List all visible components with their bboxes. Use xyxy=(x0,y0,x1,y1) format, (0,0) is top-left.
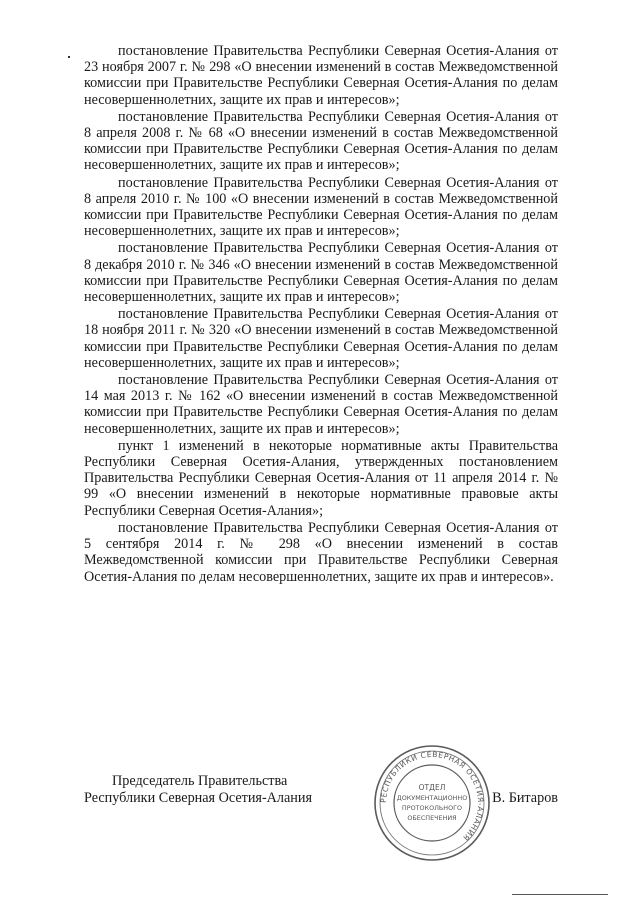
list-item-resolution-3: постановление Правительства Республики Северная Осетия-Алания от 8 апреля 2010 г. № 100 «О внесении изменений в состав Межведомственной комиссии при Правительстве Республики Северная Осетия-Алания по делам несовершеннолетних, защите их прав и интересов»; xyxy=(84,174,558,240)
list-item-resolution-4: постановление Правительства Республики Северная Осетия-Алания от 8 декабря 2010 г. № 346 «О внесении изменений в состав Межведомственной комиссии при Правительстве Республики Северная Осетия-Алания по делам несовершеннолетних, защите их прав и интересов»; xyxy=(84,240,558,306)
signatory-name: В. Битаров xyxy=(492,790,558,806)
seal-line-3: ПРОТОКОЛЬНОГО xyxy=(401,804,463,812)
page-footer-rule xyxy=(512,894,608,895)
document-body xyxy=(84,43,558,586)
seal-line-1: ОТДЕЛ xyxy=(418,783,446,792)
seal-line-2: ДОКУМЕНТАЦИОННО xyxy=(396,794,468,802)
scan-speck xyxy=(68,56,70,58)
list-item-resolution-1: постановление Правительства Республики Северная Осетия-Алания от 23 ноября 2007 г. № 298 «О внесении изменений в состав Межведомственной комиссии при Правительстве Республики Северная Осетия-Алания по делам несовершеннолетних, защите их прав и интересов»; xyxy=(84,43,558,108)
list-item-resolution-6: постановление Правительства Республики Северная Осетия-Алания от 14 мая 2013 г. № 162 «О внесении изменений в состав Межведомственной комиссии при Правительстве Республики Северная Осетия-Алания по делам несовершеннолетних, защите их прав и интересов»; xyxy=(84,372,558,437)
list-item-clause-1: пункт 1 изменений в некоторые нормативные акты Правительства Республики Северная Осетия-Алания, утвержденных постановлением Правительства Республики Северная Осетия-Алания от 11 апреля 2014 г. № 99 «О внесении изменений в некоторые нормативные правовые акты Республики Северная Осетия-Алания»; xyxy=(84,437,558,519)
signatory-title-line1: Председатель Правительства xyxy=(112,773,288,789)
list-item-resolution-7: постановление Правительства Республики Северная Осетия-Алания от 5 сентября 2014 г. № 298 «О внесении изменений в состав Межведомственной комиссии при Правительстве Республики Северная Осетия-Алания по делам несовершеннолетних, защите их прав и интересов». xyxy=(84,519,558,585)
list-item-resolution-5: постановление Правительства Республики Северная Осетия-Алания от 18 ноября 2011 г. № 320 «О внесении изменений в состав Межведомственной комиссии при Правительстве Республики Северная Осетия-Алания по делам несовершеннолетних, защите их прав и интересов»; xyxy=(84,306,558,371)
seal-line-4: ОБЕСПЕЧЕНИЯ xyxy=(407,814,457,822)
signature-block xyxy=(84,749,558,893)
list-item-resolution-2: постановление Правительства Республики Северная Осетия-Алания от 8 апреля 2008 г. № 68 «О внесении изменений в состав Межведомственной комиссии при Правительстве Республики Северная Осетия-Алания по делам несовершеннолетних, защите их прав и интересов»; xyxy=(84,108,558,174)
seal-ring-text: РЕСПУБЛИКИ СЕВЕРНАЯ ОСЕТИЯ-АЛАНИЯ xyxy=(378,749,486,843)
official-seal xyxy=(372,743,492,863)
signatory-title-line2: Республики Северная Осетия-Алания xyxy=(84,790,313,806)
